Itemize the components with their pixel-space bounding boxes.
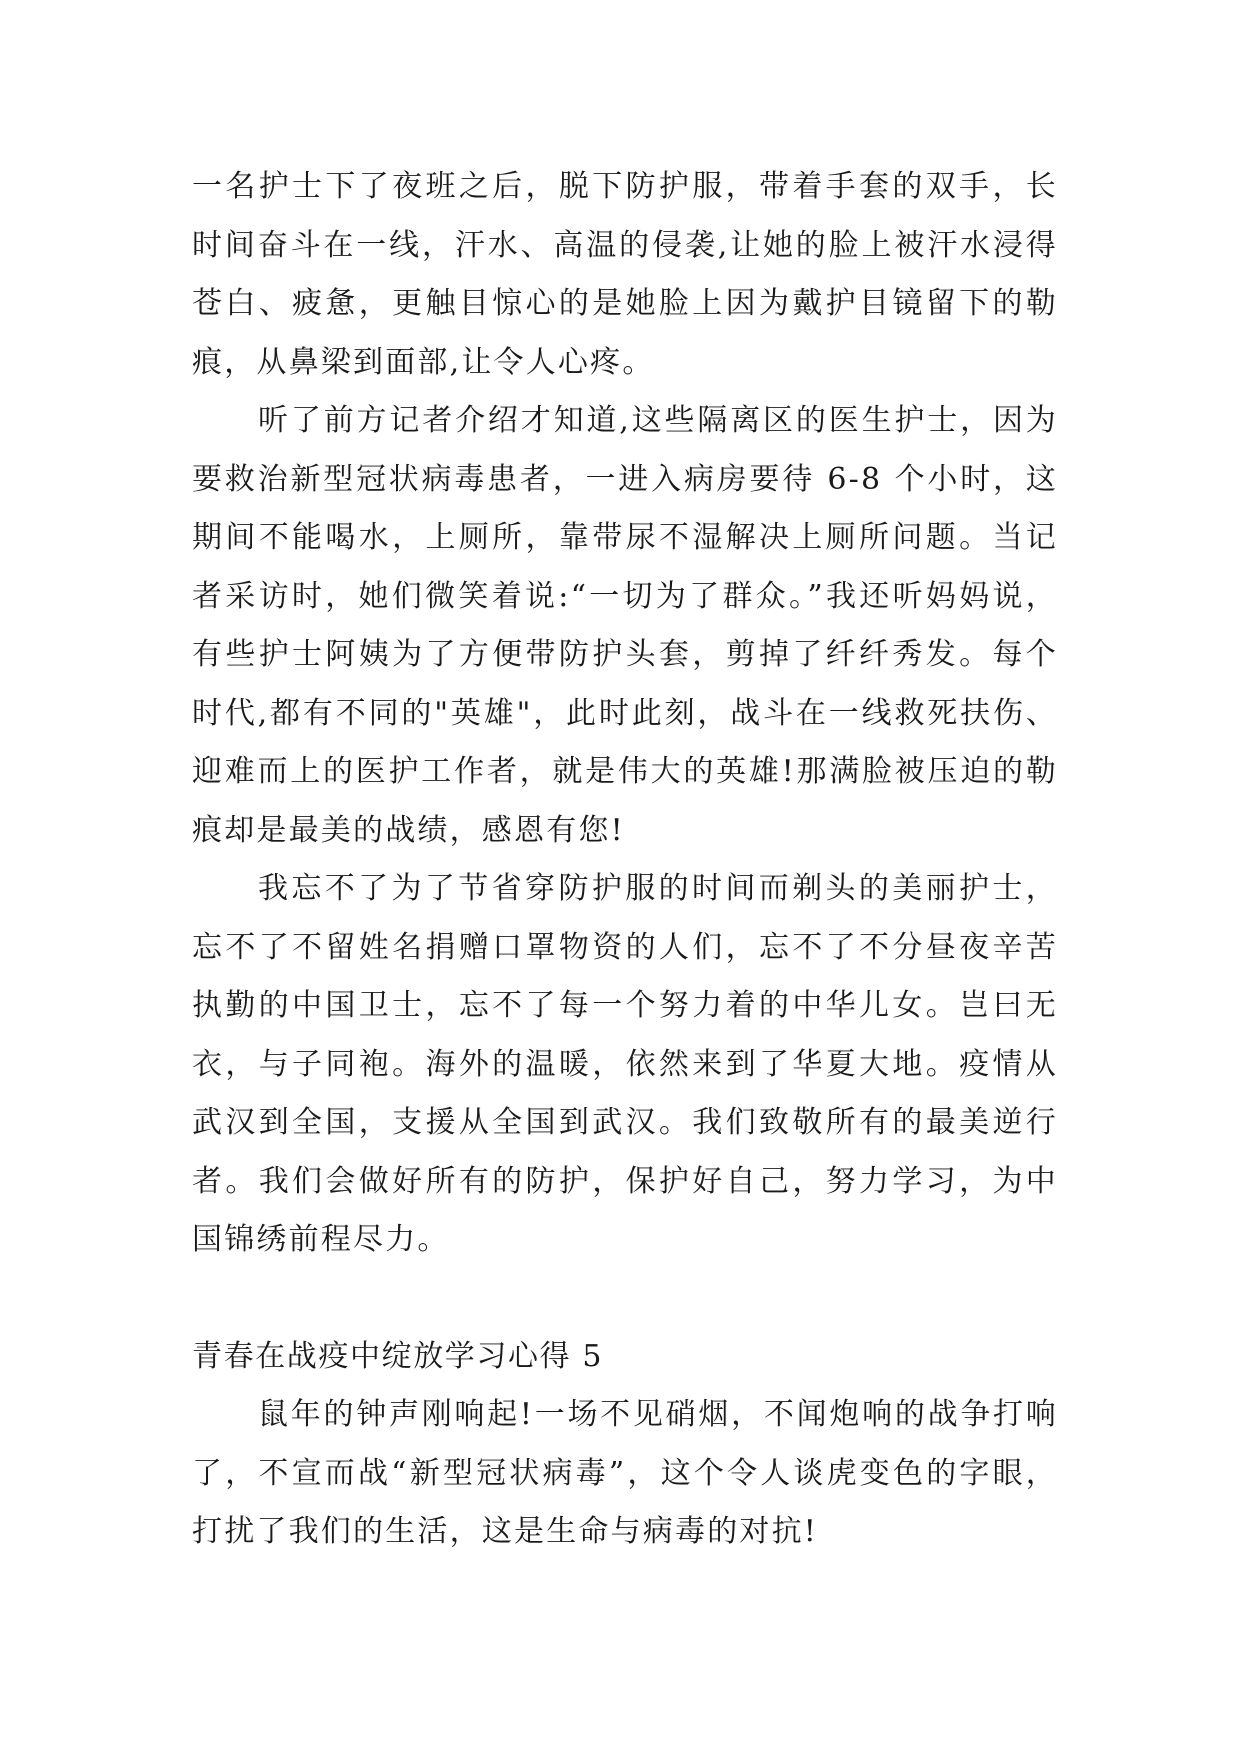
paragraph-new-year-bell: 鼠年的钟声刚响起!一场不见硝烟，不闻炮响的战争打响了，不宣而战“新型冠状病毒”，这个令人谈虎变色的字眼，打扰了我们的生活，这是生命与病毒的对抗! — [192, 1397, 1058, 1549]
document-page — [192, 158, 1058, 1562]
section-spacer — [192, 1270, 1058, 1328]
paragraph-nurse-night-shift: 一名护士下了夜班之后，脱下防护服，带着手套的双手，长时间奋斗在一线，汗水、高温的侵袭,让她的脸上被汗水浸得苍白、疲惫，更触目惊心的是她脸上因为戴护目镜留下的勒痕，从鼻梁到面部,让令人心疼。 — [192, 169, 1058, 380]
paragraph-reporter-introduction: 听了前方记者介绍才知道,这些隔离区的医生护士，因为要救治新型冠状病毒患者，一进入病房要待 6-8 个小时，这期间不能喝水，上厕所，靠带尿不湿解决上厕所问题。当记者采访时，她们微笑着说:“一切为了群众。”我还听妈妈说，有些护士阿姨为了方便带防护头套，剪掉了纤纤秀发。每个时代,都有不同的"英雄"，此时此刻，战斗在一线救死扶伤、迎难而上的医护工作者，就是伟大的英雄!那满脸被压迫的勒痕却是最美的战绩，感恩有您! — [192, 403, 1058, 848]
paragraph-cannot-forget: 我忘不了为了节省穿防护服的时间而剃头的美丽护士，忘不了不留姓名捐赠口罩物资的人们，忘不了不分昼夜辛苦执勤的中国卫士，忘不了每一个努力着的中华儿女。岂曰无衣，与子同袍。海外的温暖，依然来到了华夏大地。疫情从武汉到全国，支援从全国到武汉。我们致敬所有的最美逆行者。我们会做好所有的防护，保护好自己，努力学习，为中国锦绣前程尽力。 — [192, 871, 1058, 1257]
section-heading: 青春在战疫中绽放学习心得 5 — [192, 1338, 604, 1374]
